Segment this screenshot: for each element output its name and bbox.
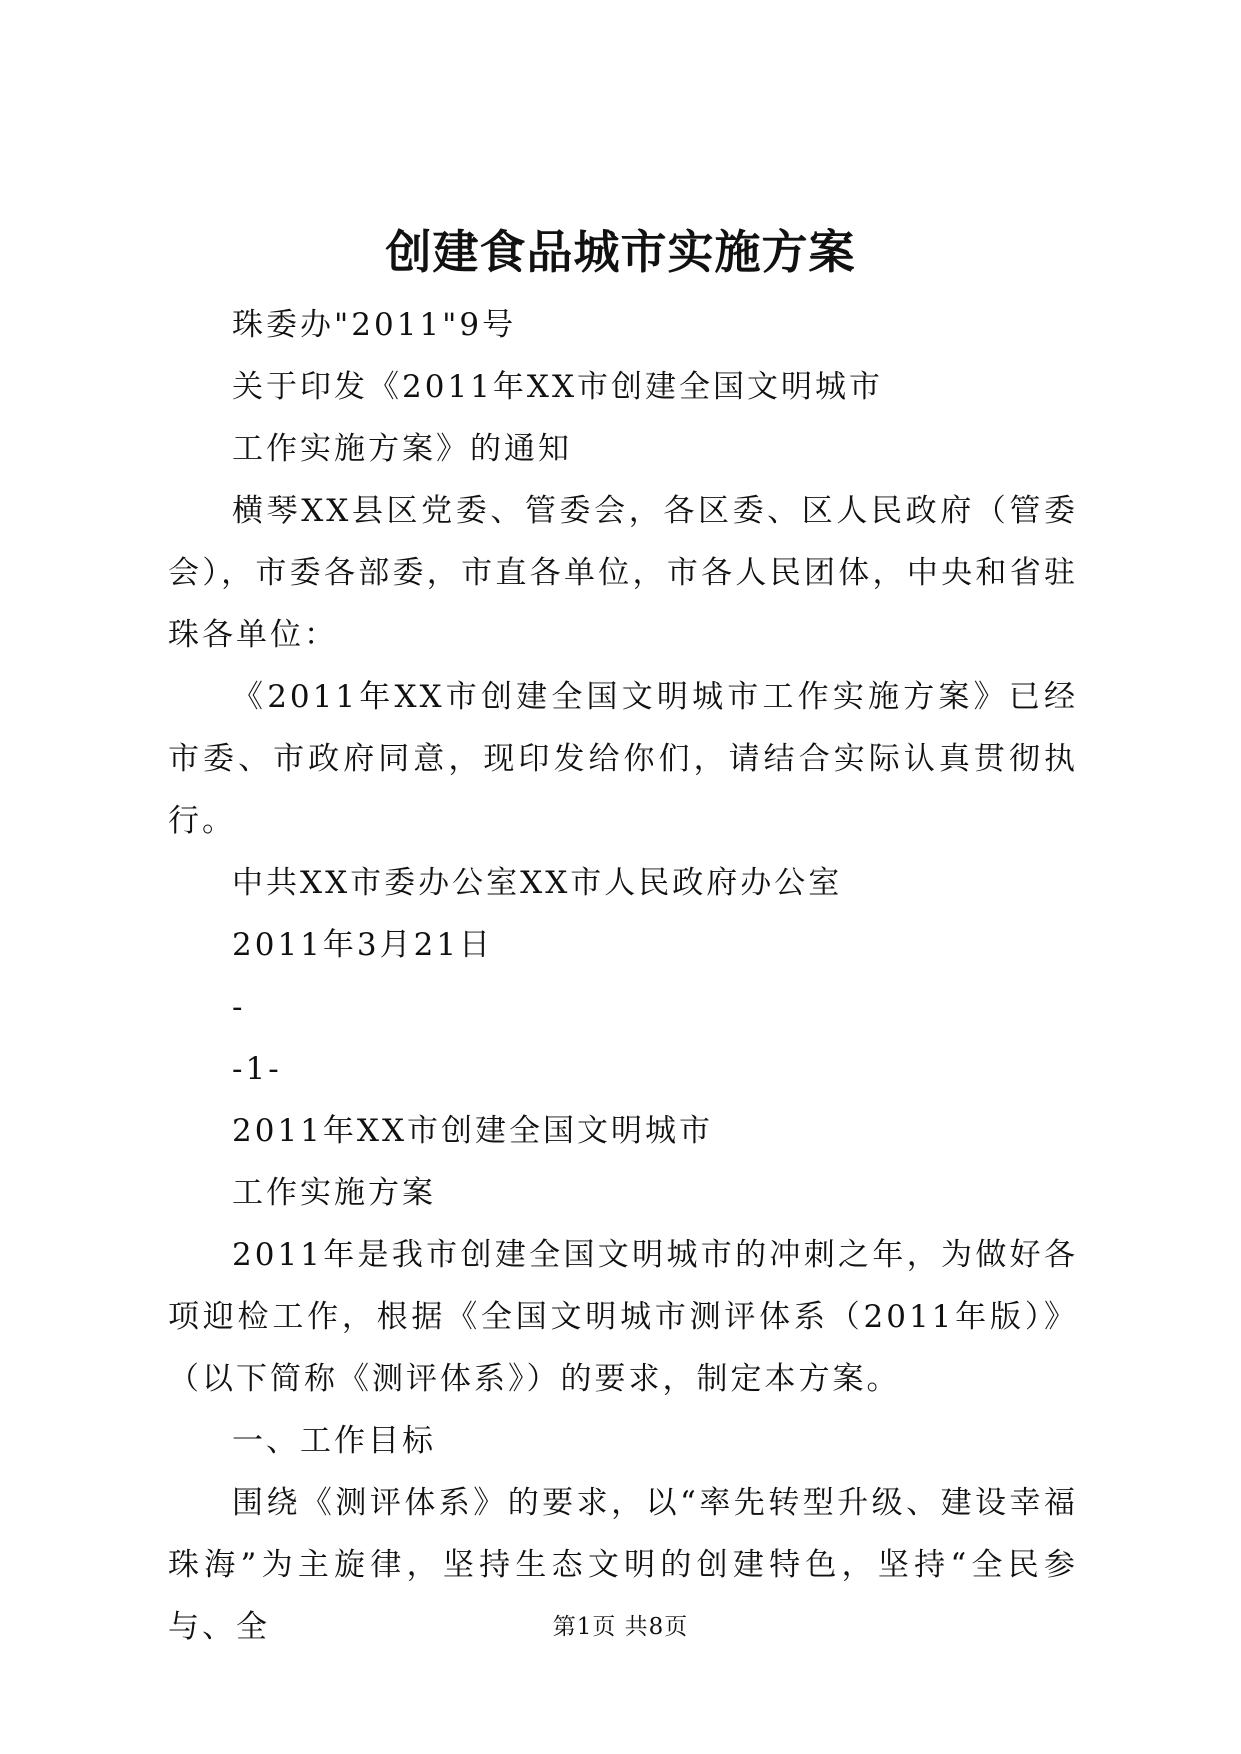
- issuer-line: 中共XX市委办公室XX市人民政府办公室: [232, 865, 843, 901]
- doc-number: 珠委办"2011"9号: [232, 307, 517, 343]
- notice-body-paragraph: 《2011年XX市创建全国文明城市工作实施方案》已经市委、市政府同意，现印发给你们，请结合实际认真贯彻执行。: [168, 679, 1078, 839]
- date-line: 2011年3月21日: [232, 927, 494, 963]
- recipients-paragraph: 横琴XX县区党委、管委会，各区委、区人民政府（管委会），市委各部委，市直各单位，市各人民团体，中央和省驻珠各单位：: [168, 493, 1078, 653]
- dash-line: -: [232, 989, 246, 1025]
- page-marker-line: -1-: [232, 1051, 282, 1087]
- document-body: [168, 294, 1078, 1658]
- document-title: 创建食品城市实施方案: [385, 225, 856, 279]
- plan-title-line-2: 工作实施方案: [232, 1175, 436, 1211]
- section-heading: 一、工作目标: [232, 1423, 436, 1459]
- page-footer: 第1页 共8页: [552, 1614, 689, 1640]
- notice-title-line-2: 工作实施方案》的通知: [232, 431, 572, 467]
- section-body-paragraph: 围绕《测评体系》的要求，以“率先转型升级、建设幸福珠海”为主旋律，坚持生态文明的创建特色，坚持“全民参与、全: [168, 1485, 1078, 1645]
- plan-title-line-1: 2011年XX市创建全国文明城市: [232, 1113, 714, 1149]
- notice-title-line-1: 关于印发《2011年XX市创建全国文明城市: [232, 369, 884, 405]
- intro-paragraph: 2011年是我市创建全国文明城市的冲刺之年，为做好各项迎检工作，根据《全国文明城市测评体系（2011年版）》（以下简称《测评体系》）的要求，制定本方案。: [168, 1237, 1078, 1397]
